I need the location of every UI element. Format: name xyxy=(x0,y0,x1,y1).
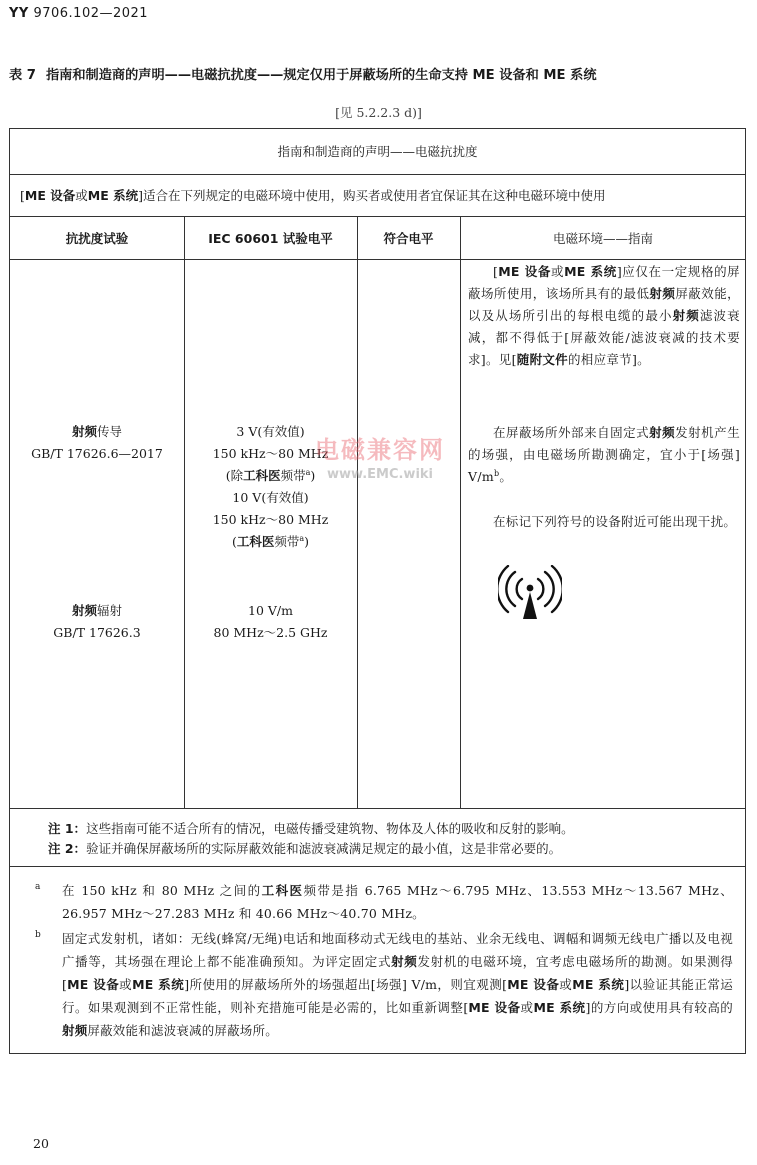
note-label: 注 1： xyxy=(48,821,87,836)
applicability-statement xyxy=(10,175,745,217)
watermark-url: www.EMC.wiki xyxy=(327,467,433,482)
level-text: ) xyxy=(310,468,316,483)
page-number: 20 xyxy=(33,1136,49,1151)
footnote-ref: b xyxy=(494,468,500,478)
col-header-em-guidance: 电磁环境——指南 xyxy=(552,231,653,246)
note-label: 注 2： xyxy=(48,841,87,856)
footnote-text: 屏蔽效能和滤波衰减的屏蔽场所。 xyxy=(87,1023,278,1038)
me-equipment-term: ME 设备 xyxy=(67,977,120,992)
footnote-text: 固定式发射机，诸如：无线(蜂窝/无绳)电话和地面移动式无线电的基站、业余无线电、调幅和调频无线电广播以及电视广播等，其场强在理论上都不能准确预知。为评定固定式 xyxy=(62,931,733,969)
guide-text: 在屏蔽场所外部来自固定式 xyxy=(493,425,650,440)
level-line: 10 V/m xyxy=(248,603,293,618)
column-divider xyxy=(357,217,358,260)
me-system-term: ME 系统 xyxy=(533,1000,586,1015)
ism-term: 工科医 xyxy=(243,468,281,483)
level-line xyxy=(184,531,357,553)
ism-term: 工科医 xyxy=(261,883,304,898)
footnote-mark: a xyxy=(35,882,41,892)
level-line: 10 V(有效值) xyxy=(232,490,309,505)
note-2 xyxy=(48,839,745,859)
table-number: 表 7 xyxy=(9,68,36,83)
rf-term: 射频 xyxy=(649,286,676,301)
standard-prefix: YY xyxy=(9,6,29,21)
levels-rf-radiated xyxy=(184,600,357,644)
table-title-text: 指南和制造商的声明——电磁抗扰度——规定仅用于屏蔽场所的生命支持 ME 设备和 ME 系统 xyxy=(45,68,597,83)
notes xyxy=(10,809,745,867)
rf-term: 射频 xyxy=(649,425,676,440)
non-ionizing-radiation-icon xyxy=(498,565,562,621)
footnote-ref: a xyxy=(305,467,311,477)
guide-text: [ xyxy=(493,264,499,279)
level-line xyxy=(184,465,357,487)
footnote-text: 在 150 kHz 和 80 MHz 之间的 xyxy=(62,883,262,898)
level-text: 频带 xyxy=(280,468,306,483)
column-divider xyxy=(357,260,358,809)
guidance-paragraph-1 xyxy=(468,261,740,371)
ism-term: 工科医 xyxy=(236,534,275,549)
footnote-ref: a xyxy=(299,533,305,543)
watermark-text: 电磁兼容网 xyxy=(315,436,445,464)
level-line: 150 kHz～80 MHz xyxy=(212,446,329,461)
guide-text: 或 xyxy=(550,264,565,279)
level-text: (除 xyxy=(225,468,244,483)
me-system-term: ME 系统 xyxy=(572,977,625,992)
me-equipment-term: ME 设备 xyxy=(507,977,560,992)
footnote-text: 或 xyxy=(520,1000,534,1015)
footnote-text: ]以验证其能正常运行。如果观测到不正常性能，则补充措施可能是必需的，比如重新调整[ xyxy=(62,977,733,1015)
level-line: 3 V(有效值) xyxy=(236,424,305,439)
me-equipment-term: ME 设备 xyxy=(498,264,551,279)
footnote-a xyxy=(35,879,733,925)
column-headers xyxy=(10,217,745,260)
guide-text: 发射机产生的场强，由电磁场所勘测确定，宜小于[场强] V/m xyxy=(468,425,740,484)
standard-header xyxy=(9,6,148,21)
note-text: 验证并确保屏蔽场所的实际屏蔽效能和滤波衰减满足规定的最小值，这是非常必要的。 xyxy=(86,841,562,856)
level-text: ) xyxy=(304,534,310,549)
table-heading: 指南和制造商的声明——电磁抗扰度 xyxy=(10,129,745,175)
footnote-text: ]的方向或使用具有较高的 xyxy=(585,1000,733,1015)
test-name: 辐射 xyxy=(97,603,123,618)
me-equipment-term: ME 设备 xyxy=(468,1000,521,1015)
guide-text: 的相应章节]。 xyxy=(567,352,650,367)
column-divider xyxy=(184,217,185,260)
rf-term: 射频 xyxy=(71,603,97,618)
test-rf-radiated xyxy=(10,600,184,644)
me-system-term: ME 系统 xyxy=(87,188,139,203)
accompanying-documents-term: 随附文件 xyxy=(516,352,568,367)
level-line: 150 kHz～80 MHz xyxy=(212,512,329,527)
me-system-term: ME 系统 xyxy=(132,977,185,992)
rf-term: 射频 xyxy=(62,1023,88,1038)
rf-term: 射频 xyxy=(71,424,97,439)
note-1 xyxy=(48,819,745,839)
applicability-text: ]适合在下列规定的电磁环境中使用，购买者或使用者宜保证其在这种电磁环境中使用 xyxy=(138,188,606,203)
test-rf-conducted xyxy=(10,421,184,465)
table-reference: [见 5.2.2.3 d)] xyxy=(335,105,422,120)
me-system-term: ME 系统 xyxy=(564,264,617,279)
level-line: 80 MHz～2.5 GHz xyxy=(213,625,328,640)
me-equipment-term: ME 设备 xyxy=(24,188,76,203)
bracket-open: [ xyxy=(20,188,25,203)
guide-text: 屏蔽效能，以及从场所引出的每根电缆的最小 xyxy=(468,286,740,323)
note-text: 这些指南可能不适合所有的情况，电磁传播受建筑物、物体及人体的吸收和反射的影响。 xyxy=(86,821,574,836)
guide-text: ]应仅在一定规格的屏蔽场所使用，该场所具有的最低 xyxy=(468,264,740,301)
table-title xyxy=(9,64,749,83)
or-text: 或 xyxy=(75,188,88,203)
col-header-test-level: IEC 60601 试验电平 xyxy=(208,231,333,246)
footnote-text: 或 xyxy=(119,977,133,992)
footnote-text: 或 xyxy=(559,977,573,992)
level-text: ( xyxy=(231,534,237,549)
test-standard: GB/T 17626.6—2017 xyxy=(31,446,163,461)
col-header-immunity-test: 抗扰度试验 xyxy=(65,231,129,246)
footnote-text: ]所使用的屏蔽场所外的场强超出[场强] V/m，则宜观测[ xyxy=(184,977,508,992)
column-divider xyxy=(460,260,461,809)
footnote-text: 发射机的电磁环境，宜考虑电磁场所的勘测。如果测得[ xyxy=(62,954,733,992)
guidance-paragraph-3: 在标记下列符号的设备附近可能出现干扰。 xyxy=(493,514,737,529)
level-text: 频带 xyxy=(274,534,300,549)
col-header-compliance-level: 符合电平 xyxy=(383,231,434,246)
test-standard: GB/T 17626.3 xyxy=(53,625,141,640)
levels-rf-conducted xyxy=(184,421,357,553)
guide-text: 。 xyxy=(499,469,513,484)
footnote-text: 频带是指 6.765 MHz～6.795 MHz、13.553 MHz～13.567 MHz、26.957 MHz～27.283 MHz 和 40.66 MHz～40.70 MHz。 xyxy=(62,883,733,921)
standard-number: 9706.102—2021 xyxy=(33,6,149,21)
footnote-mark: b xyxy=(35,930,41,940)
column-divider xyxy=(460,217,461,260)
declaration-table xyxy=(9,128,746,1054)
guide-text: 滤波衰减，都不得低于[屏蔽效能/滤波衰减的技术要求]。见[ xyxy=(468,308,740,367)
rf-term: 射频 xyxy=(672,308,700,323)
test-name: 传导 xyxy=(97,424,123,439)
guidance-paragraph-2 xyxy=(468,422,740,488)
rf-term: 射频 xyxy=(391,954,418,969)
footnotes xyxy=(10,867,745,1042)
footnote-b xyxy=(35,927,733,1042)
